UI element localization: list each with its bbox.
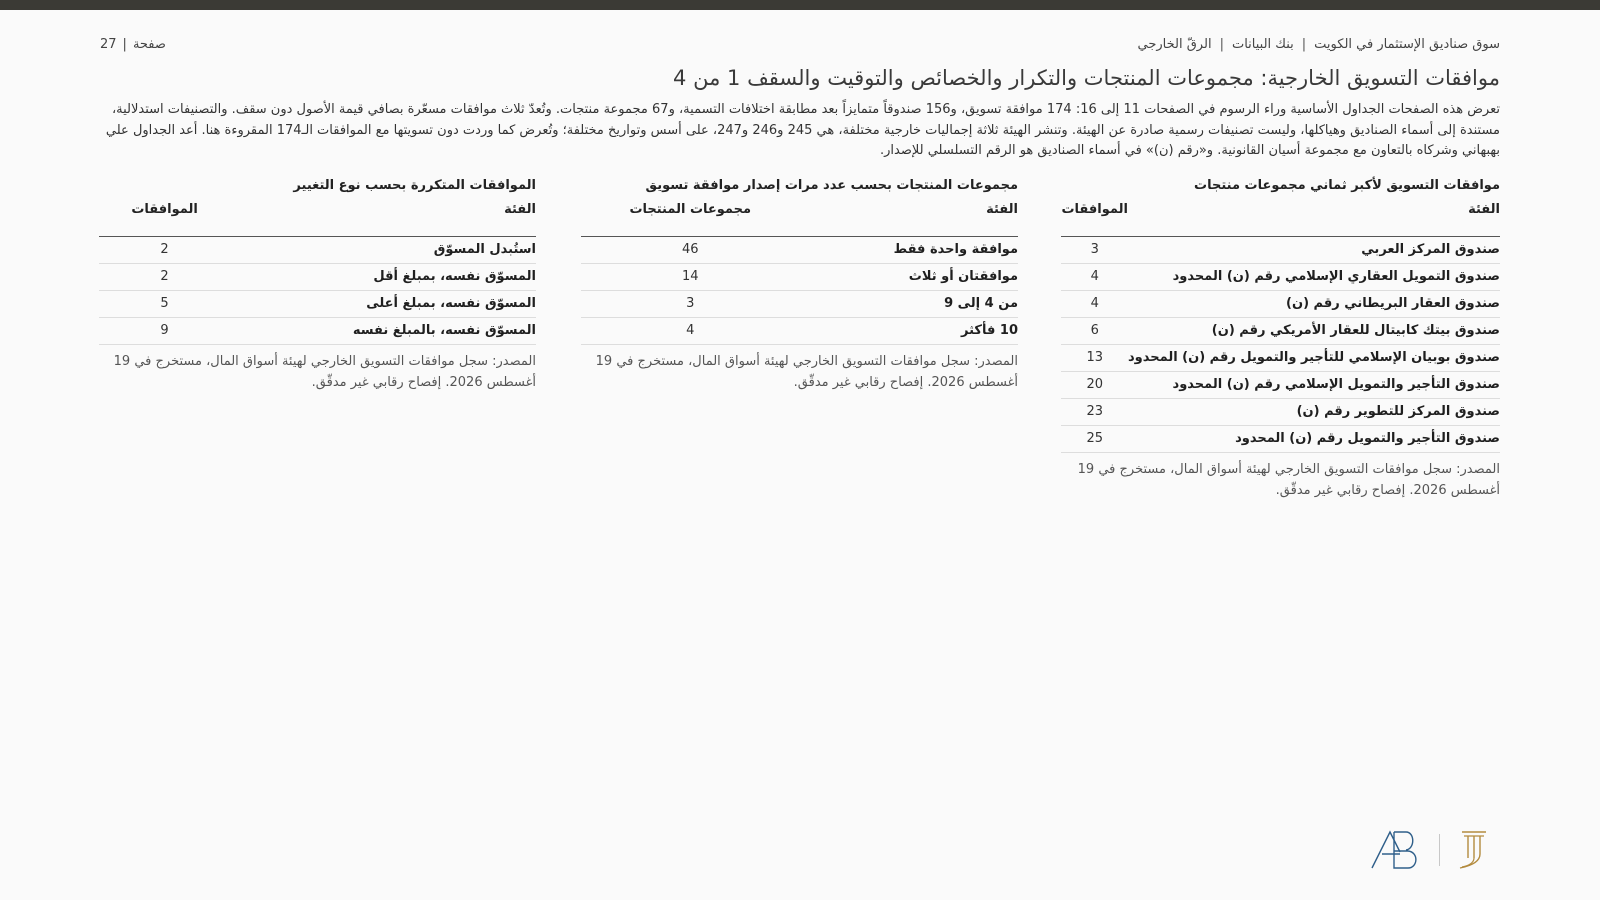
row-category: صندوق المركز للتطوير رقم (ن) xyxy=(1128,399,1500,426)
breadcrumb-item-databank: بنك البيانات xyxy=(1231,37,1294,52)
table-row xyxy=(99,264,536,291)
row-category: صندوق التأجير والتمويل رقم (ن) المحدود xyxy=(1128,426,1500,453)
table-row xyxy=(581,264,1018,291)
column-header-value: الموافقات xyxy=(1061,202,1127,237)
table-row xyxy=(581,318,1018,345)
top-bar xyxy=(0,0,1600,10)
row-value: 4 xyxy=(1061,264,1127,291)
row-category: صندوق التأجير والتمويل الإسلامي رقم (ن) المحدود xyxy=(1128,372,1500,399)
row-category: استُبدل المسوّق xyxy=(230,237,536,264)
row-category: صندوق التمويل العقاري الإسلامي رقم (ن) المحدود xyxy=(1128,264,1500,291)
row-category: صندوق العقار البريطاني رقم (ن) xyxy=(1128,291,1500,318)
row-value: 6 xyxy=(1061,318,1127,345)
table-row xyxy=(99,237,536,264)
row-category: موافقة واحدة فقط xyxy=(800,237,1019,264)
breadcrumb-item-section: الرقّ الخارجي xyxy=(1137,37,1212,52)
page-number-value: 27 xyxy=(100,37,117,52)
footer-logos xyxy=(1370,826,1500,872)
column-header-category: الفئة xyxy=(800,202,1019,237)
table-header-row xyxy=(581,202,1018,237)
table-row xyxy=(1061,237,1500,264)
row-value: 2 xyxy=(99,264,230,291)
row-category: المسوّق نفسه، بمبلغ أقل xyxy=(230,264,536,291)
row-value: 4 xyxy=(1061,291,1127,318)
page-title: موافقات التسويق الخارجية: مجموعات المنتجات والتكرار والخصائص والتوقيت والسقف 1 من 4 xyxy=(673,66,1500,90)
row-value: 25 xyxy=(1061,426,1127,453)
row-value: 9 xyxy=(99,318,230,345)
row-value: 20 xyxy=(1061,372,1127,399)
table-row xyxy=(1061,345,1500,372)
row-value: 23 xyxy=(1061,399,1127,426)
source-note: المصدر: سجل موافقات التسويق الخارجي لهيئة أسواق المال، مستخرج في 19 أغسطس 2026. إفصاح رقابي غير مدقّق. xyxy=(113,354,536,390)
breadcrumb-item-market: سوق صناديق الإستثمار في الكويت xyxy=(1314,37,1500,52)
column-header-category: الفئة xyxy=(230,202,536,237)
row-category: صندوق بيتك كابيتال للعقار الأمريكي رقم (ن) xyxy=(1128,318,1500,345)
intro-paragraph: تعرض هذه الصفحات الجداول الأساسية وراء الرسوم في الصفحات 11 إلى 16: 174 موافقة تسويق، و156 صندوقاً متمايزاً بعد مطابقة اختلافات التسمية، و67 مجموعة منتجات. وتُعدّ ثلاث موافقات مسعّرة بصافي قيمة الأصول دون سقف. والتصنيفات استدلالية، مستندة إلى أسماء الصناديق وهياكلها، وليست تصنيفات رسمية صادرة عن الهيئة. وتنشر الهيئة ثلاثة إجماليات خارجية مختلفة، هي 245 و246 و247، على أسس وتواريخ مختلفة؛ وتُعرض كما وردت دون تسويتها مع الموافقات الـ174 المقروءة هنا. أعد الجداول علي بهبهاني وشركاه بالتعاون مع مجموعة أسيان القانونية. و«رقم (ن)» في أسماء الصناديق هو الرقم التسلسلي للإصدار. xyxy=(105,102,1500,158)
logo-divider xyxy=(1439,834,1440,866)
page-number xyxy=(100,37,166,52)
row-category: المسوّق نفسه، بالمبلغ نفسه xyxy=(230,318,536,345)
table-row xyxy=(1061,426,1500,453)
table-row xyxy=(1061,291,1500,318)
table-row xyxy=(581,237,1018,264)
data-table xyxy=(1061,202,1500,453)
data-table xyxy=(581,202,1018,345)
table-groups-by-frequency xyxy=(581,176,1018,393)
row-category: 10 فأكثر xyxy=(800,318,1019,345)
row-value: 5 xyxy=(99,291,230,318)
breadcrumb xyxy=(1138,37,1500,52)
row-category: صندوق بوبيان الإسلامي للتأجير والتمويل رقم (ن) المحدود xyxy=(1128,345,1500,372)
row-category: صندوق المركز العربي xyxy=(1128,237,1500,264)
data-table xyxy=(99,202,536,345)
row-value: 2 xyxy=(99,237,230,264)
ab-monogram-logo xyxy=(1370,830,1422,870)
column-emblem-logo xyxy=(1456,828,1492,870)
column-header-value: مجموعات المنتجات xyxy=(581,202,800,237)
source-note: المصدر: سجل موافقات التسويق الخارجي لهيئة أسواق المال، مستخرج في 19 أغسطس 2026. إفصاح رقابي غير مدقّق. xyxy=(595,354,1018,390)
row-value: 13 xyxy=(1061,345,1127,372)
row-value: 3 xyxy=(1061,237,1127,264)
page-label: صفحة xyxy=(132,37,166,52)
row-value: 3 xyxy=(581,291,800,318)
table-row xyxy=(1061,318,1500,345)
source-note: المصدر: سجل موافقات التسويق الخارجي لهيئة أسواق المال، مستخرج في 19 أغسطس 2026. إفصاح رقابي غير مدقّق. xyxy=(1077,462,1500,498)
row-category: من 4 إلى 9 xyxy=(800,291,1019,318)
breadcrumb-separator: | xyxy=(1301,37,1307,52)
table-row xyxy=(1061,264,1500,291)
table-title: مجموعات المنتجات بحسب عدد مرات إصدار موافقة تسويق xyxy=(645,178,1018,193)
table-row xyxy=(99,318,536,345)
table-title: موافقات التسويق لأكبر ثماني مجموعات منتجات xyxy=(1194,178,1500,193)
table-header-row xyxy=(1061,202,1500,237)
row-category: المسوّق نفسه، بمبلغ أعلى xyxy=(230,291,536,318)
table-title: الموافقات المتكررة بحسب نوع التغيير xyxy=(293,178,536,193)
row-value: 4 xyxy=(581,318,800,345)
table-top-product-groups xyxy=(1063,176,1500,501)
page-header xyxy=(100,37,1500,57)
column-header-category: الفئة xyxy=(1128,202,1500,237)
document-page xyxy=(100,10,1500,900)
row-value: 14 xyxy=(581,264,800,291)
table-header-row xyxy=(99,202,536,237)
table-row xyxy=(1061,372,1500,399)
row-value: 46 xyxy=(581,237,800,264)
table-row xyxy=(99,291,536,318)
row-category: موافقتان أو ثلاث xyxy=(800,264,1019,291)
table-repeat-approvals-by-change xyxy=(99,176,536,393)
breadcrumb-separator: | xyxy=(1219,37,1224,52)
table-row xyxy=(581,291,1018,318)
page-number-separator: | xyxy=(122,37,127,52)
column-header-value: الموافقات xyxy=(99,202,230,237)
table-row xyxy=(1061,399,1500,426)
